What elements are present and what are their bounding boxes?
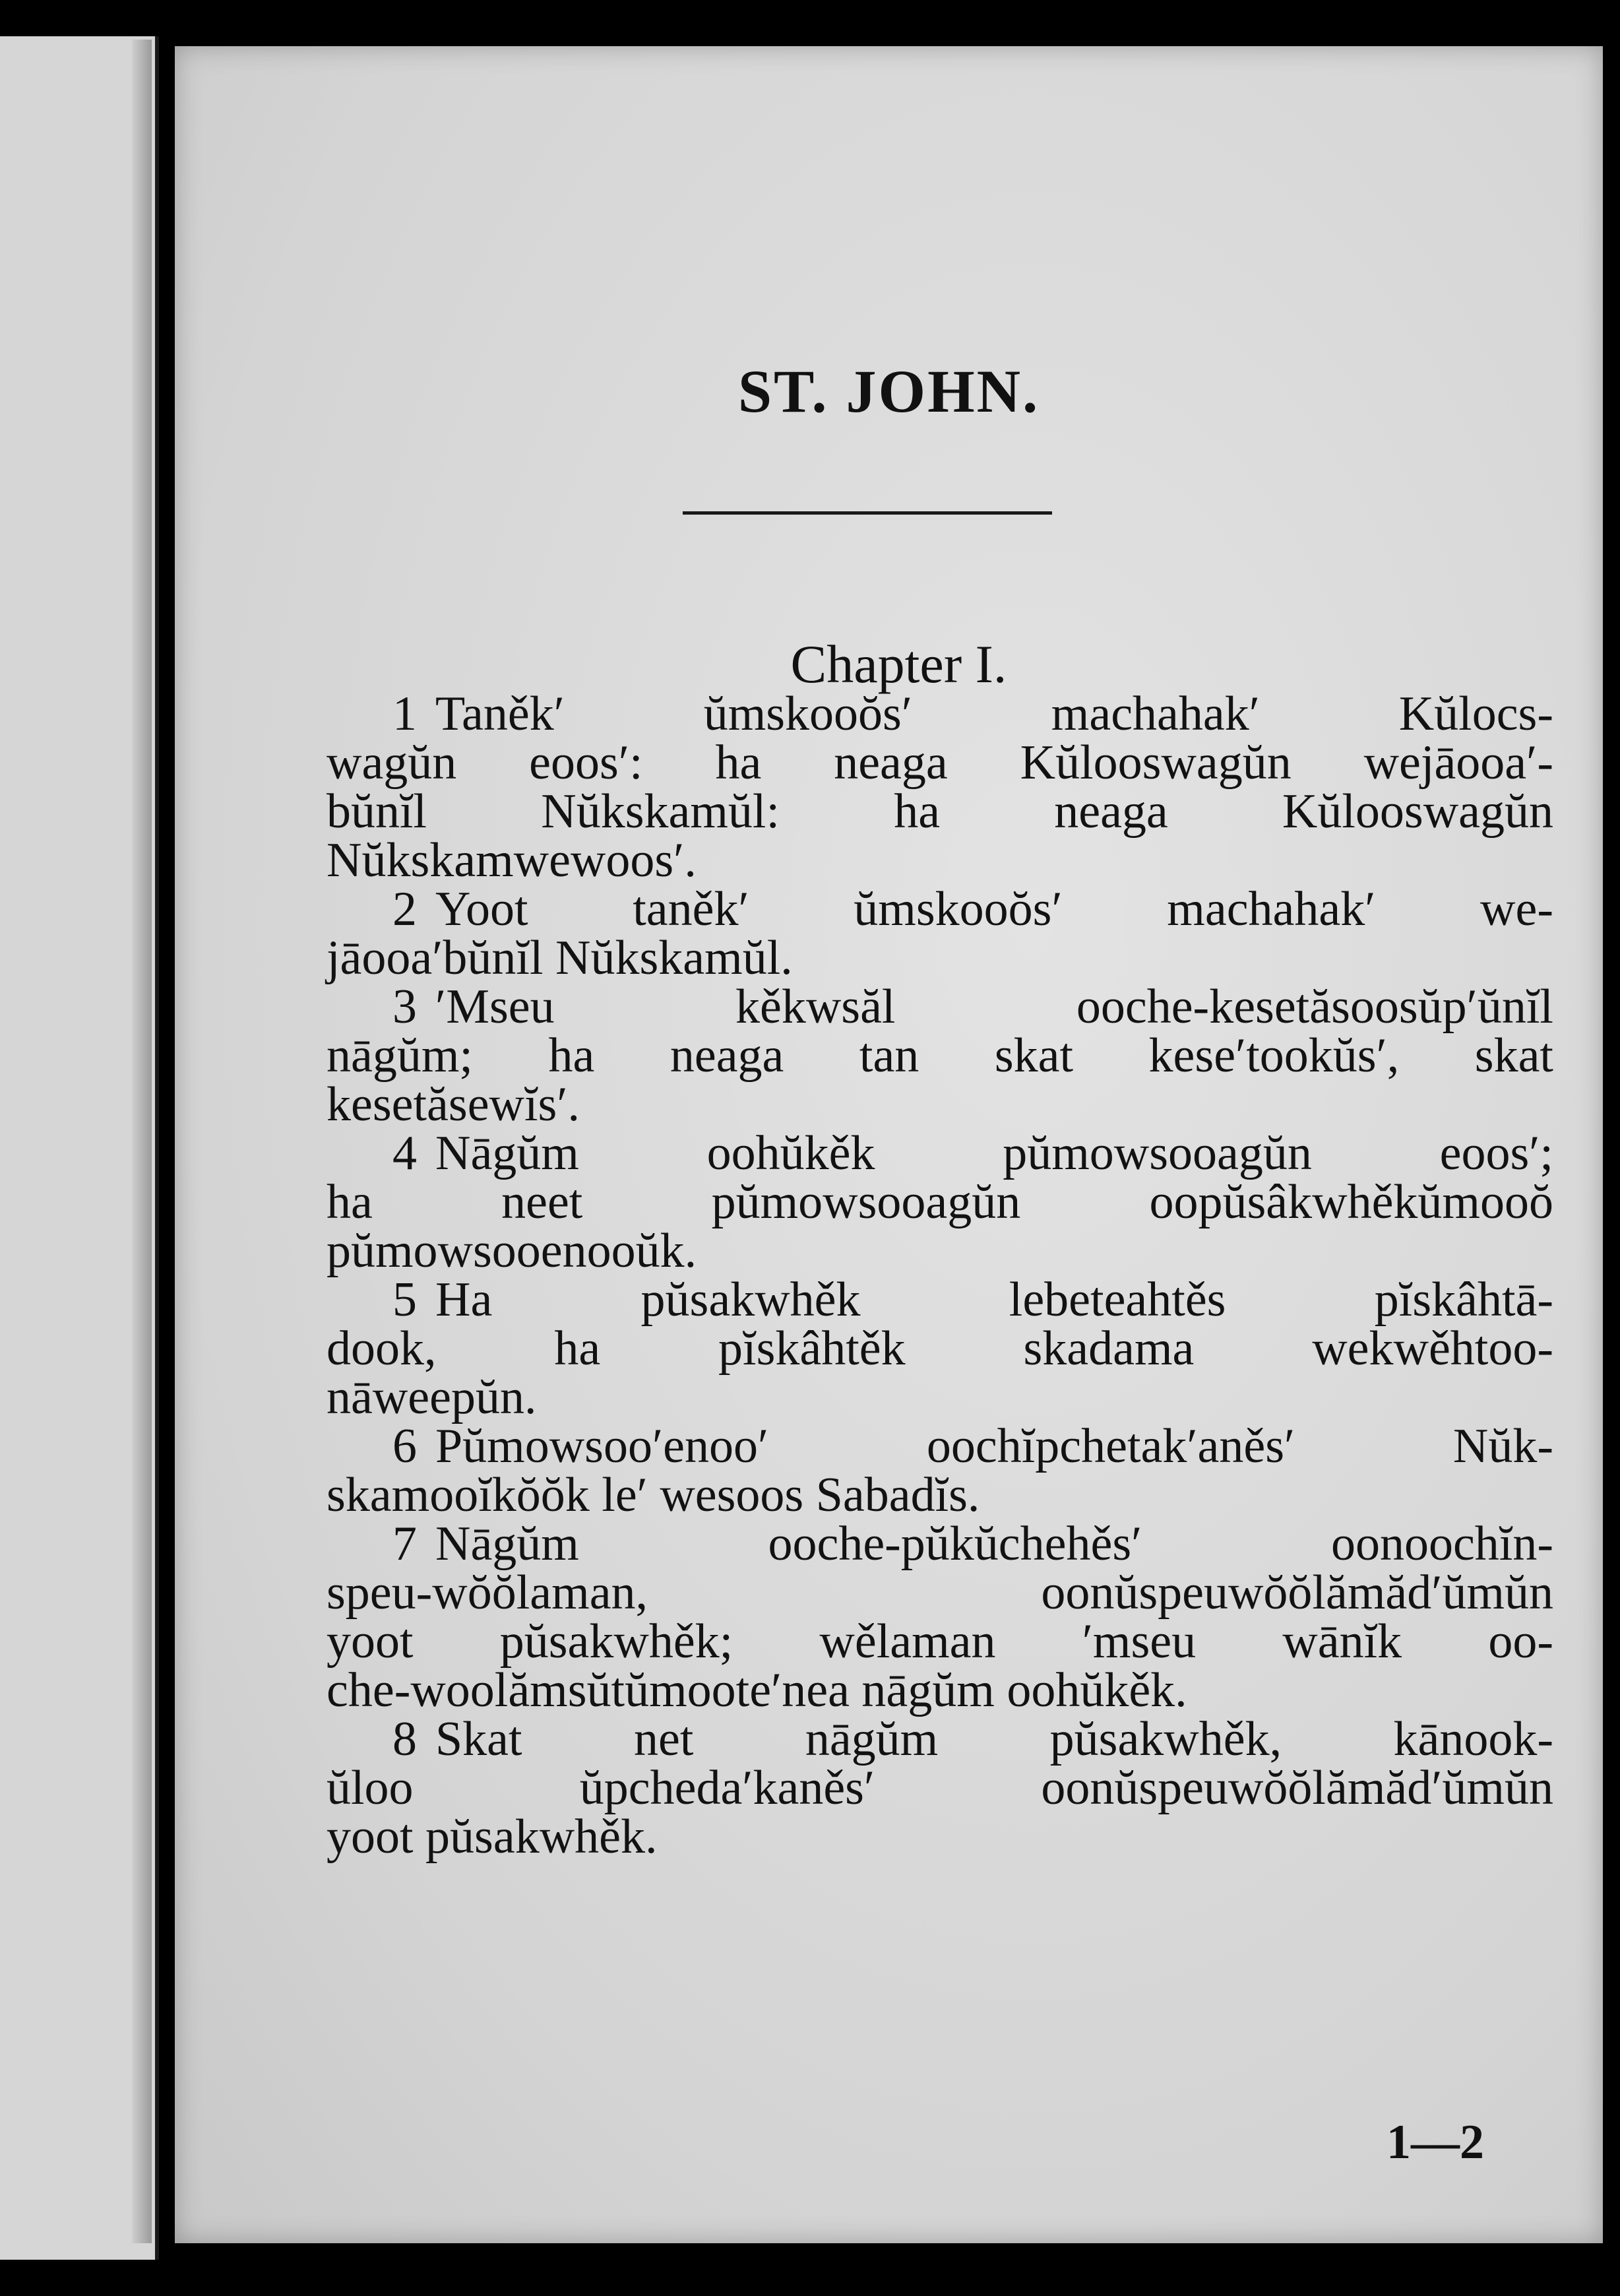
verse-line [274, 1126, 1553, 1180]
verse-text: dook, ha pĭskâhtěk skadama wekwěhtoo- [327, 1322, 1553, 1376]
verse-line [274, 1077, 1553, 1132]
verse-text: wagŭn eoos′: ha neaga Kŭlooswagŭn wejāooa′- [327, 736, 1553, 790]
book-page [175, 46, 1603, 2243]
verse-text: Yoot taněk′ ŭmskooŏs′ machahak′ we- [435, 882, 1553, 936]
verse-line [274, 1761, 1553, 1815]
verse-text: speu-wŏŏlaman, oonŭspeuwŏŏlămăd′ŭmŭn [327, 1566, 1553, 1620]
verse-text: Nāgŭm ooche-pŭkŭchehěs′ oonoochĭn- [435, 1517, 1553, 1571]
verse [274, 1126, 1553, 1278]
verse-text: nāgŭm; ha neaga tan skat kese′tookŭs′, skat [327, 1029, 1553, 1083]
verse-text: Pŭmowsoo′enoo′ oochĭpchetak′aněs′ Nŭk- [435, 1419, 1553, 1473]
verse [274, 882, 1553, 985]
verse-line [274, 784, 1553, 839]
verse-number: 2 [392, 882, 417, 936]
verse-list [274, 687, 1553, 1864]
verse [274, 1712, 1553, 1864]
verse-number: 7 [392, 1517, 417, 1571]
verse-number: 5 [392, 1273, 417, 1327]
verse-line [274, 1517, 1553, 1571]
verse-text: Skat net nāgŭm pŭsakwhěk, kānook- [435, 1712, 1553, 1766]
chapter-heading: Chapter I. [790, 634, 1007, 694]
verse-text: yoot pŭsakwhěk. [327, 1810, 658, 1864]
verse-text: ′Mseu kěkwsăl ooche-kesetăsoosŭp′ŭnĭl [435, 980, 1553, 1034]
verse-line [274, 980, 1553, 1034]
verse-line [274, 1370, 1553, 1424]
verse-text: jāooa′bŭnĭl Nŭkskamŭl. [327, 931, 793, 985]
verse [274, 980, 1553, 1132]
verse-line [274, 1419, 1553, 1473]
verse-line [274, 931, 1553, 985]
verse-text: Ha pŭsakwhěk lebeteahtěs pĭskâhtā- [435, 1273, 1553, 1327]
verse-line [274, 1614, 1553, 1669]
verse-line [274, 833, 1553, 887]
verse-number: 1 [392, 687, 417, 741]
verse-text: skamooĭkŏŏk le′ wesoos Sabadĭs. [327, 1468, 980, 1522]
verse-line [274, 687, 1553, 741]
verse-text: che-woolămsŭtŭmoote′nea nāgŭm oohŭkěk. [327, 1663, 1187, 1717]
verse-text: ha neet pŭmowsooagŭn oopŭsâkwhěkŭmooŏ [327, 1175, 1553, 1229]
verse-line [274, 1663, 1553, 1717]
verse-line [274, 1810, 1553, 1864]
verse-text: Nāgŭm oohŭkěk pŭmowsooagŭn eoos′; [435, 1126, 1553, 1180]
verse-line [274, 736, 1553, 790]
verse-text: bŭnĭl Nŭkskamŭl: ha neaga Kŭlooswagŭn [327, 784, 1553, 839]
verse-text: Nŭkskamwewoos′. [327, 833, 697, 887]
verse-text: kesetăsewĭs′. [327, 1077, 580, 1132]
verse-line [274, 1712, 1553, 1766]
verse-text: yoot pŭsakwhěk; wělaman ′mseu wānĭk oo- [327, 1614, 1553, 1669]
verse [274, 689, 1553, 885]
verse-line [274, 1224, 1553, 1278]
verse-number: 4 [392, 1126, 417, 1180]
page-title: ST. JOHN. [737, 358, 1040, 425]
verse-line [274, 1175, 1553, 1229]
title-divider [683, 511, 1052, 515]
verse-line [274, 1029, 1553, 1083]
verse [274, 1419, 1553, 1522]
verse [274, 1519, 1553, 1715]
verse-line [274, 1322, 1553, 1376]
verse-number: 8 [392, 1712, 417, 1766]
signature-mark: 1—2 [1386, 2115, 1484, 2169]
verse [274, 1275, 1553, 1422]
verse-number: 3 [392, 980, 417, 1034]
verse-text: Taněk′ ŭmskooŏs′ machahak′ Kŭlocs- [435, 687, 1553, 741]
verse-number: 6 [392, 1419, 417, 1473]
verse-line [274, 1273, 1553, 1327]
verse-line [274, 1566, 1553, 1620]
verse-line [274, 1468, 1553, 1522]
facing-page-edge [132, 40, 152, 2243]
verse-text: ŭloo ŭpcheda′kaněs′ oonŭspeuwŏŏlămăd′ŭmŭn [327, 1761, 1553, 1815]
verse-text: pŭmowsooenooŭk. [327, 1224, 697, 1278]
verse-text: nāweepŭn. [327, 1370, 537, 1424]
verse-line [274, 882, 1553, 936]
